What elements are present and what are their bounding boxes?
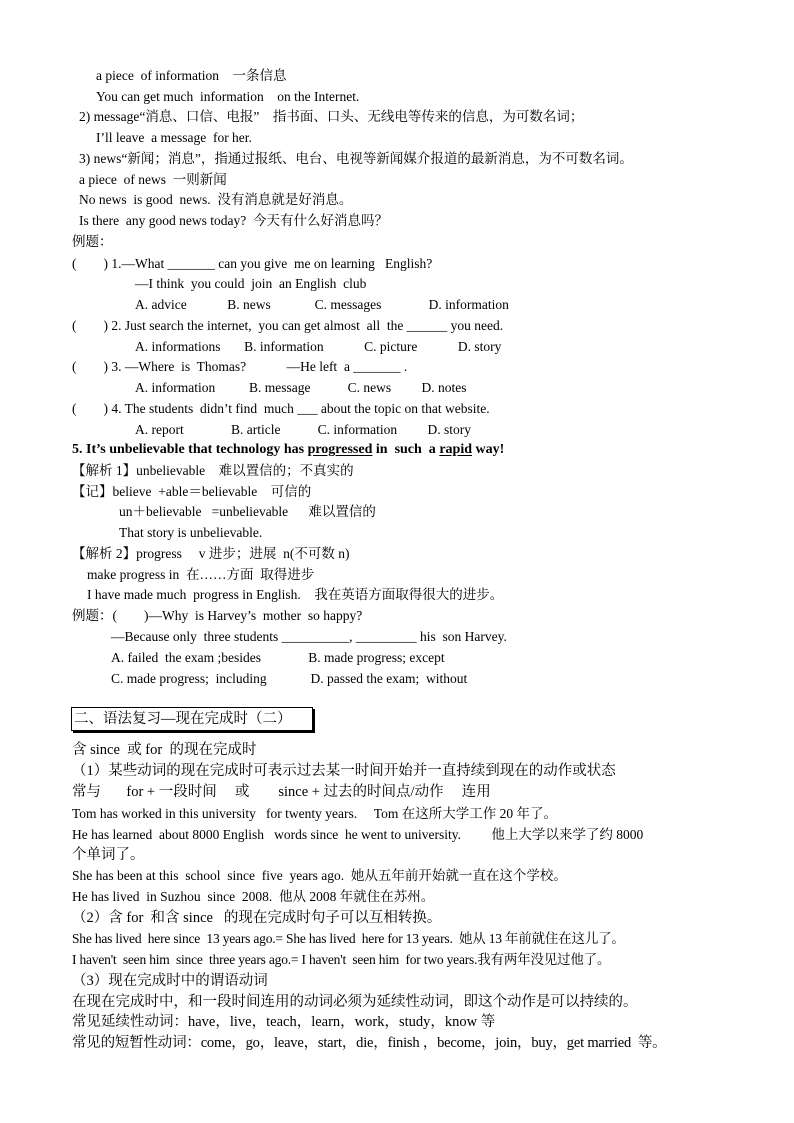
options-line: A. report B. article C. information D. story (135, 422, 471, 437)
options-line: C. made progress; including D. passed the exam; without (111, 671, 468, 686)
text-line: He has learned about 8000 English words since he went to university. 他上大学以来学了约 8000 (72, 827, 644, 842)
text-line: 例题： (72, 234, 113, 249)
text-line: 常与 for + 一段时间 或 since + 过去的时间点/动作 连用 (72, 784, 491, 800)
question-line: 例题：( )—Why is Harvey’s mother so happy? (72, 608, 363, 623)
heading-underlined-progressed: progressed (307, 442, 373, 457)
text-line: 【记】believe +able＝believable 可信的 (72, 484, 312, 499)
text-line: No news is good news. 没有消息就是好消息。 (79, 192, 353, 207)
text-line: a piece of information 一条信息 (96, 68, 287, 83)
question-line: ( ) 3. —Where is Thomas? —He left a _______ . (72, 359, 408, 374)
text-line: She has been at this school since five years ago. 她从五年前开始就一直在这个学校。 (72, 868, 567, 883)
text-line: You can get much information on the Internet. (96, 89, 360, 104)
text-line: —I think you could join an English club (135, 276, 367, 291)
question-line: ( ) 1.—What _______ can you give me on learning English? (72, 256, 433, 271)
text-line: 【解析 2】progress v 进步；进展 n(不可数 n) (72, 546, 350, 561)
text-line: （3）现在完成时中的谓语动词 (72, 973, 268, 989)
text-line: make progress in 在……方面 取得进步 (87, 567, 315, 582)
heading-part: way! (472, 442, 505, 457)
text-line: Tom has worked in this university for twenty years. Tom 在这所大学工作 20 年了。 (72, 806, 557, 821)
heading-part: in such a (372, 442, 440, 457)
text-line: a piece of news 一则新闻 (79, 172, 227, 187)
text-line: 3) news“新闻；消息”，指通过报纸、电台、电视等新闻媒介报道的最新消息，为不可数名词。 (79, 151, 633, 166)
text-line: un＋believable =unbelievable 难以置信的 (119, 504, 376, 519)
heading-underlined-rapid: rapid (439, 442, 472, 457)
options-line: A. advice B. news C. messages D. information (135, 297, 509, 312)
text-line: That story is unbelievable. (119, 525, 263, 540)
options-line: A. informations B. information C. picture D. story (135, 339, 502, 354)
text-line: （1）某些动词的现在完成时可表示过去某一时间开始并一直持续到现在的动作或状态 (72, 763, 616, 779)
text-line: I have made much progress in English. 我在英语方面取得很大的进步。 (87, 587, 504, 602)
text-line: 【解析 1】unbelievable 难以置信的；不真实的 (72, 463, 354, 478)
text-line: 常见的短暂性动词：come，go，leave，start，die，finish ，become，join，buy，get married 等。 (72, 1035, 667, 1051)
text-line: He has lived in Suzhou since 2008. 他从 2008 年就住在苏州。 (72, 889, 435, 904)
text-line: —Because only three students __________, _________ his son Harvey. (111, 629, 507, 644)
question-line: ( ) 2. Just search the internet, you can get almost all the ______ you need. (72, 318, 504, 333)
text-line: 在现在完成时中，和一段时间连用的动词必须为延续性动词，即这个动作是可以持续的。 (72, 994, 638, 1010)
text-line: I haven't seen him since three years ago.= I haven't seen him for two years.我有两年没见过他了。 (72, 952, 611, 967)
question-line: ( ) 4. The students didn’t find much ___ about the topic on that website. (72, 401, 490, 416)
text-line: 含 since 或 for 的现在完成时 (72, 742, 257, 758)
section-title: 二、语法复习—现在完成时（二） (74, 711, 292, 727)
text-line: 2) message“消息、口信、电报” 指书面、口头、无线电等传来的信息，为可数名词； (79, 109, 584, 124)
text-line: 常见延续性动词：have，live，teach，learn，work，study，know 等 (72, 1014, 496, 1030)
text-line: She has lived here since 13 years ago.= She has lived here for 13 years. 她从 13 年前就住在这儿了。 (72, 931, 625, 946)
options-line: A. information B. message C. news D. notes (135, 380, 467, 395)
heading-part: 5. It’s unbelievable that technology has (72, 442, 308, 457)
section-title-box (71, 707, 313, 731)
options-line: A. failed the exam ;besides B. made progress; except (111, 650, 445, 665)
heading-5 (72, 441, 504, 459)
text-line: （2）含 for 和含 since 的现在完成时句子可以互相转换。 (72, 910, 442, 926)
text-line: Is there any good news today? 今天有什么好消息吗？ (79, 213, 388, 228)
text-line: I’ll leave a message for her. (96, 130, 252, 145)
text-line: 个单词了。 (72, 847, 145, 863)
